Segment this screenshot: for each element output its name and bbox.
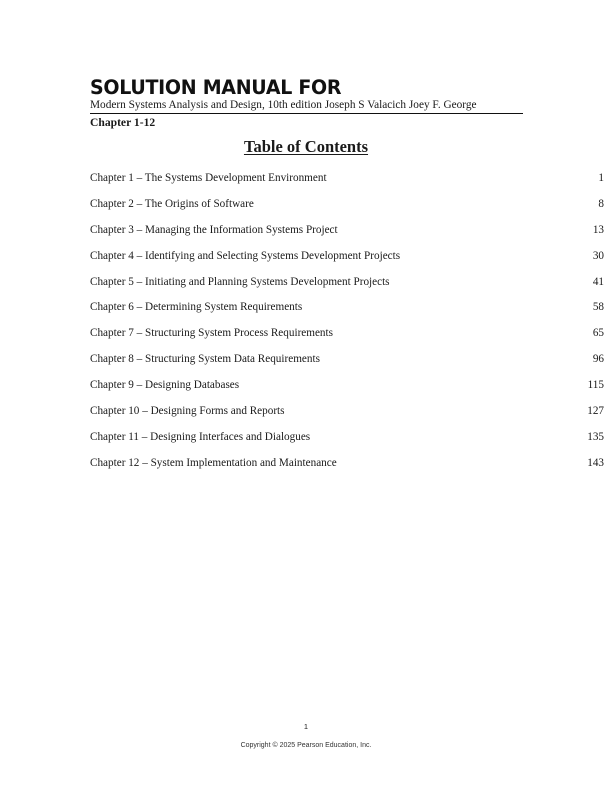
toc-entry-chapter-10[interactable] [90, 404, 604, 430]
footer-page-number: 1 [303, 722, 309, 731]
toc-entry-page: 127 [587, 405, 604, 418]
toc-entry-title: Chapter 9 – Designing Databases [90, 379, 240, 392]
toc-heading-text: Table of Contents [243, 137, 369, 156]
toc-entry-page: 115 [587, 379, 604, 392]
chapter-range: Chapter 1-12 [90, 116, 156, 129]
toc-entry-chapter-12[interactable] [90, 456, 604, 482]
toc-entry-page: 30 [592, 249, 604, 262]
toc-heading [0, 137, 612, 157]
toc-entry-chapter-7[interactable] [90, 326, 604, 352]
footer-copyright: Copyright © 2025 Pearson Education, Inc. [240, 742, 372, 749]
document-title: SOLUTION MANUAL FOR [90, 76, 342, 100]
toc-entry-title: Chapter 10 – Designing Forms and Reports [90, 405, 285, 418]
header-divider [90, 113, 523, 114]
toc-entry-page: 1 [598, 172, 604, 184]
toc-entry-title: Chapter 4 – Identifying and Selecting Systems Development Projects [90, 249, 401, 262]
toc-entry-title: Chapter 2 – The Origins of Software [90, 197, 254, 210]
toc-entry-page: 41 [592, 275, 604, 288]
toc-entry-title: Chapter 12 – System Implementation and Maintenance [90, 456, 337, 469]
toc-entry-page: 65 [592, 327, 604, 340]
toc-entry-page: 58 [592, 301, 604, 314]
toc-entry-page: 8 [598, 197, 604, 210]
toc-entry-chapter-8[interactable] [90, 352, 604, 378]
toc-entry-chapter-5[interactable] [90, 275, 604, 301]
book-subtitle: Modern Systems Analysis and Design, 10th edition Joseph S Valacich Joey F. George [90, 99, 477, 111]
toc-entry-chapter-6[interactable] [90, 300, 604, 326]
toc-entry-chapter-4[interactable] [90, 249, 604, 275]
toc-entry-chapter-1[interactable] [90, 171, 604, 197]
toc-entry-chapter-9[interactable] [90, 378, 604, 404]
toc-entry-title: Chapter 8 – Structuring System Data Requirements [90, 353, 320, 366]
toc-entry-title: Chapter 1 – The Systems Development Environment [90, 172, 327, 184]
toc-list [90, 171, 604, 482]
toc-entry-title: Chapter 7 – Structuring System Process Requirements [90, 327, 333, 340]
toc-entry-title: Chapter 6 – Determining System Requirements [90, 301, 303, 314]
toc-entry-chapter-2[interactable] [90, 197, 604, 223]
toc-entry-title: Chapter 5 – Initiating and Planning Systems Development Projects [90, 275, 390, 288]
toc-entry-title: Chapter 11 – Designing Interfaces and Dialogues [90, 430, 311, 443]
toc-entry-page: 135 [587, 430, 604, 443]
toc-entry-page: 13 [592, 223, 604, 236]
toc-entry-title: Chapter 3 – Managing the Information Systems Project [90, 223, 338, 236]
toc-entry-chapter-11[interactable] [90, 430, 604, 456]
toc-entry-chapter-3[interactable] [90, 223, 604, 249]
toc-entry-page: 96 [592, 353, 604, 366]
toc-entry-page: 143 [587, 456, 604, 469]
